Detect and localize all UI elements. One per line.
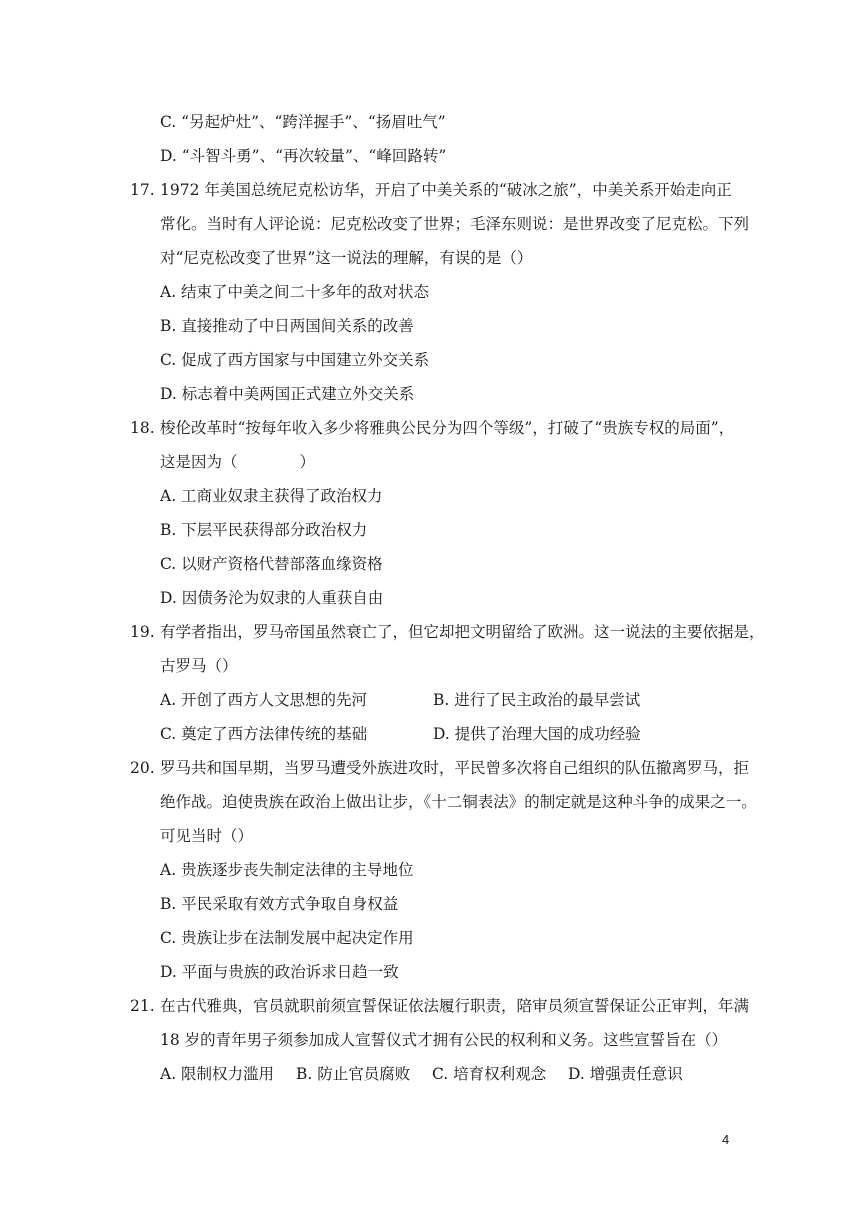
q16-option-c: C. “另起炉灶”、“跨洋握手”、“扬眉吐气” [160,113,446,131]
q20-option-d: D. 平面与贵族的政治诉求日趋一致 [160,963,399,981]
q19-number: 19. [130,623,155,641]
q18-number: 18. [130,419,155,437]
q18-stem-line-2: 这是因为（ ） [160,453,316,471]
q18-option-b: B. 下层平民获得部分政治权力 [160,521,368,539]
q18-option-d: D. 因债务沦为奴隶的人重获自由 [160,589,384,607]
q18-option-c: C. 以财产资格代替部落血缘资格 [160,555,383,573]
page-number: 4 [722,1132,730,1147]
q21-stem-line-2: 18 岁的青年男子须参加成人宣誓仪式才拥有公民的权利和义务。这些宣誓旨在（） [160,1031,728,1049]
q21-option-b: B. 防止官员腐败 [296,1065,411,1083]
q17-option-c: C. 促成了西方国家与中国建立外交关系 [160,351,430,369]
q19-option-a: A. 开创了西方人文思想的先河 [160,691,368,709]
q17-stem-line-3: 对“尼克松改变了世界”这一说法的理解，有误的是（） [160,249,533,267]
q17-number: 17. [130,181,155,199]
q20-stem-line-2: 绝作战。迫使贵族在政治上做出让步，《十二铜表法》的制定就是这种斗争的成果之一。 [160,793,757,811]
q17-option-d: D. 标志着中美两国正式建立外交关系 [160,385,415,403]
q19-stem-line-1: 有学者指出，罗马帝国虽然衰亡了，但它却把文明留给了欧洲。这一说法的主要依据是， [160,623,765,641]
q20-stem-line-1: 罗马共和国早期，当罗马遭受外族进攻时，平民曾多次将自己组织的队伍撤离罗马，拒 [160,759,750,777]
q21-option-d: D. 增强责任意识 [568,1065,683,1083]
q20-stem-line-3: 可见当时（） [160,827,254,845]
q20-number: 20. [130,759,155,777]
q19-option-c: C. 奠定了西方法律传统的基础 [160,725,368,743]
q19-option-b: B. 进行了民主政治的最早尝试 [433,691,641,709]
q20-option-a: A. 贵族逐步丧失制定法律的主导地位 [160,861,414,879]
q16-option-d: D. “斗智斗勇”、“再次较量”、“峰回路转” [160,147,447,165]
q20-option-c: C. 贵族让步在法制发展中起决定作用 [160,929,414,947]
q17-stem-line-1: 1972 年美国总统尼克松访华，开启了中美关系的“破冰之旅”，中美关系开始走向正 [160,181,732,199]
q17-option-a: A. 结束了中美之间二十多年的敌对状态 [160,283,430,301]
q17-stem-line-2: 常化。当时有人评论说：尼克松改变了世界；毛泽东则说：是世界改变了尼克松。下列 [160,215,750,233]
q18-stem-line-1: 梭伦改革时“按每年收入多少将雅典公民分为四个等级”，打破了“贵族专权的局面”， [160,419,735,437]
q21-stem-line-1: 在古代雅典，官员就职前须宣誓保证依法履行职责，陪审员须宣誓保证公正审判，年满 [160,997,750,1015]
q17-option-b: B. 直接推动了中日两国间关系的改善 [160,317,414,335]
q19-stem-line-2: 古罗马（） [160,657,238,675]
q21-option-a: A. 限制权力滥用 [160,1065,275,1083]
q19-option-d: D. 提供了治理大国的成功经验 [433,725,641,743]
q21-number: 21. [130,997,155,1015]
q21-option-c: C. 培育权利观念 [432,1065,547,1083]
q20-option-b: B. 平民采取有效方式争取自身权益 [160,895,399,913]
q18-option-a: A. 工商业奴隶主获得了政治权力 [160,487,383,505]
